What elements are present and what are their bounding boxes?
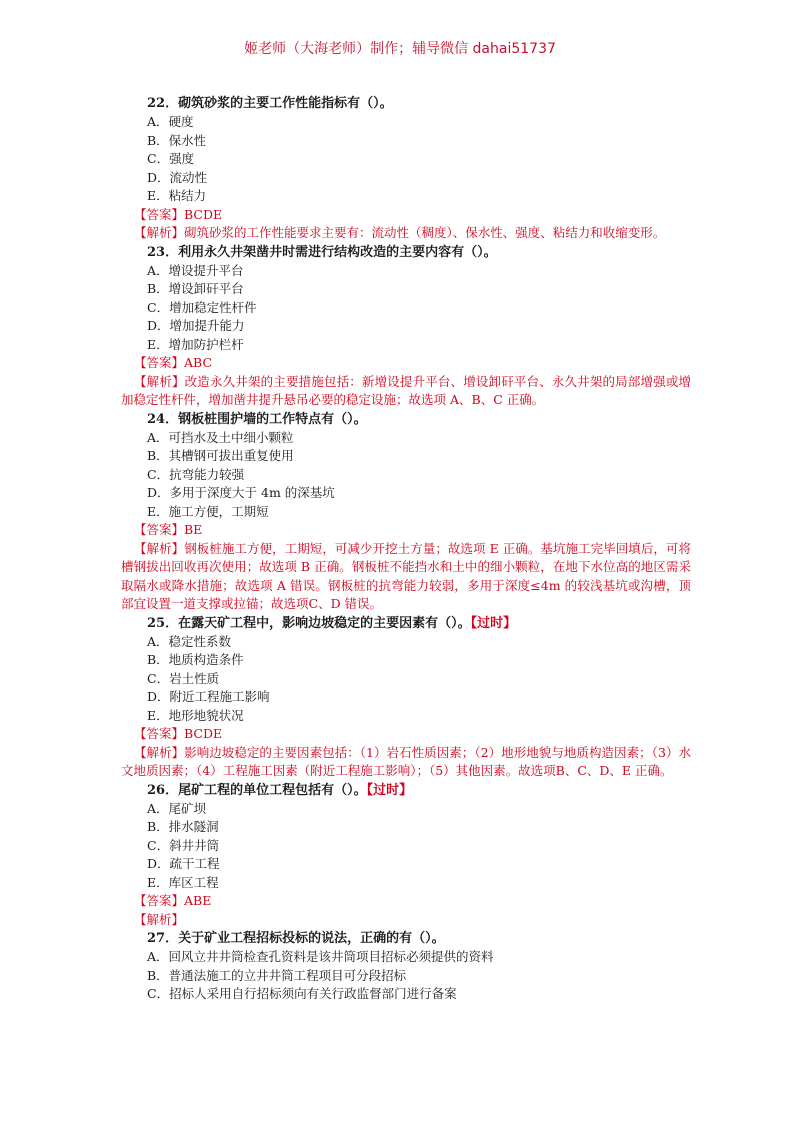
option-d: D．多用于深度大于 4m 的深基坑	[147, 485, 335, 500]
answer: 【答案】BCDE	[134, 206, 223, 222]
option-b: B．普通法施工的立井井筒工程项目可分段招标	[147, 967, 407, 983]
analysis: 【解析】钢板桩施工方便，工期短，可减少开挖土方量；故选项 E 正确。基坑施工完毕回填后，可将槽钢拔出回收再次使用；故选项 B 正确。钢板桩不能挡水和土中的细小颗粒，在地下水位高的地区需采取隔水或降水措施；故选项 A 错误。钢板桩的抗弯能力较弱，多用于深度≤4m 的较浅基坑或沟槽，顶部宜设置一道支撑或拉锚；故选项C、D 错误。	[121, 540, 691, 611]
option-d: D．疏干工程	[147, 856, 220, 871]
answer: 【答案】BE	[134, 522, 203, 537]
option-a: A．硬度	[147, 114, 194, 129]
answer: 【答案】ABC	[134, 355, 213, 370]
option-c: C．增加稳定性杆件	[147, 299, 257, 315]
question-title: 22．砌筑砂浆的主要工作性能指标有（）。	[147, 96, 393, 111]
option-b: B．保水性	[147, 132, 207, 148]
option-b: B．排水隧洞	[147, 819, 219, 834]
question-title: 25．在露天矿工程中，影响边坡稳定的主要因素有（）。【过时】	[147, 615, 517, 631]
analysis: 【解析】影响边坡稳定的主要因素包括：（1）岩石性质因素；（2）地形地貌与地质构造因素；（3）水文地质因素；（4）工程施工因素（附近工程施工影响）；（5）其他因素。故选项B、C、D、E 正确。	[121, 744, 691, 778]
answer: 【答案】ABE	[134, 893, 212, 908]
option-c: C．强度	[147, 151, 195, 166]
option-a: A．可挡水及土中细小颗粒	[147, 429, 294, 445]
outdated-tag: 【过时】	[470, 615, 517, 631]
question-23	[121, 243, 691, 410]
option-c: C．招标人采用自行招标须向有关行政监督部门进行备案	[147, 986, 457, 1001]
option-a: A．增设提升平台	[147, 262, 244, 278]
question-22	[121, 94, 691, 243]
option-c: C．斜井井筒	[147, 837, 220, 853]
question-26	[121, 781, 691, 930]
page-header: 姬老师（大海老师）制作；辅导微信 dahai51737	[244, 41, 556, 57]
option-b: B．增设卸矸平台	[147, 281, 244, 296]
option-b: B．其槽钢可拔出重复使用	[147, 448, 294, 463]
question-title: 27．关于矿业工程招标投标的说法，正确的有（）。	[147, 931, 445, 946]
analysis: 【解析】	[134, 911, 185, 927]
option-e: E．施工方便，工期短	[147, 503, 269, 519]
option-a: A．稳定性系数	[147, 633, 232, 649]
option-d: D．附近工程施工影响	[147, 689, 270, 704]
analysis: 【解析】改造永久井架的主要措施包括：新增设提升平台、增设卸矸平台、永久井架的局部增强或增加稳定性杆件，增加凿井提升悬吊必要的稳定设施；故选项 A、B、C 正确。	[121, 373, 691, 407]
option-b: B．地质构造条件	[147, 652, 244, 667]
answer: 【答案】BCDE	[134, 726, 223, 741]
question-list	[121, 94, 691, 1004]
question-27	[121, 929, 691, 1004]
option-a: A．尾矿坝	[147, 800, 207, 816]
option-e: E．增加防护栏杆	[147, 336, 244, 352]
analysis: 【解析】砌筑砂浆的工作性能要求主要有：流动性（稠度）、保水性、强度、粘结力和收缩变形。	[134, 225, 666, 240]
question-25	[121, 614, 691, 781]
option-e: E．地形地貌状况	[147, 707, 244, 723]
question-title: 23．利用永久井架凿井时需进行结构改造的主要内容有（）。	[147, 244, 497, 260]
question-title: 24．钢板桩围护墙的工作特点有（）。	[147, 411, 367, 427]
outdated-tag: 【过时】	[366, 782, 413, 798]
question-24	[121, 410, 691, 614]
option-e: E．库区工程	[147, 874, 219, 890]
option-c: C．岩土性质	[147, 670, 220, 686]
option-e: E．粘结力	[147, 188, 207, 203]
option-d: D．流动性	[147, 169, 208, 185]
option-a: A．回风立井井筒检查孔资料是该井筒项目招标必须提供的资料	[147, 949, 494, 964]
option-d: D．增加提升能力	[147, 318, 245, 333]
question-title: 26．尾矿工程的单位工程包括有（）。【过时】	[147, 782, 413, 798]
option-c: C．抗弯能力较强	[147, 466, 245, 482]
